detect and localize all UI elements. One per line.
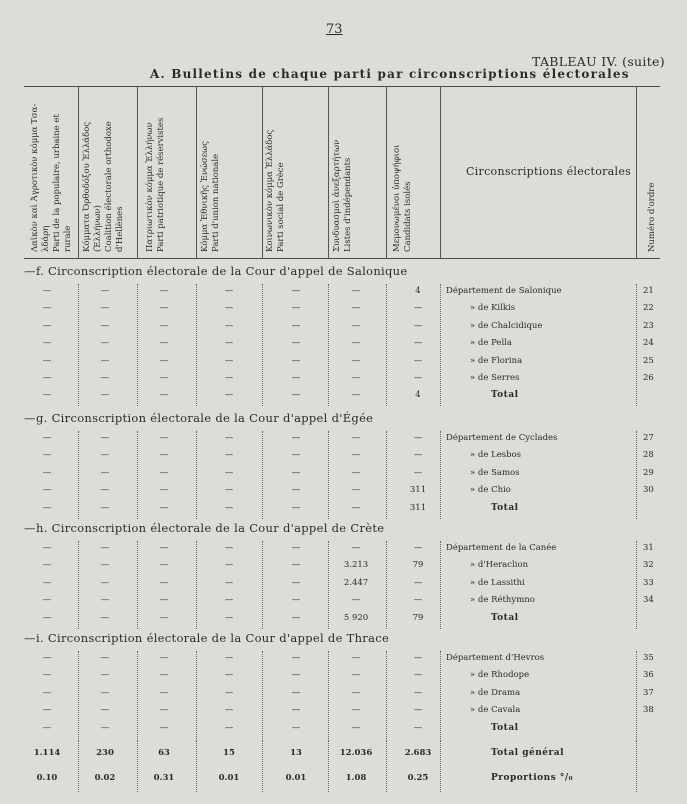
table-cell: —	[224, 670, 234, 681]
table-cell: —	[159, 286, 169, 296]
table-cell: —	[159, 373, 169, 383]
table-cell: —	[42, 286, 52, 296]
table-cell: —	[351, 687, 361, 698]
column-header-5: Συνδυασμοὶ ἀνεξαρτήτων Listes d'indépendants	[332, 139, 353, 252]
table-cell: —	[159, 355, 169, 366]
total-cell: —	[100, 390, 110, 401]
department-name: » de Lesbos	[470, 450, 522, 461]
table-cell: —	[42, 467, 52, 478]
row-number: 32	[643, 560, 654, 571]
total-cell: —	[351, 390, 361, 401]
table-cell: —	[351, 355, 361, 366]
table-cell: —	[100, 670, 110, 681]
proportion-cell: 0.10	[36, 773, 58, 783]
table-title: TABLEAU IV. (suite)	[532, 54, 665, 69]
table-cell: —	[413, 577, 423, 588]
department-name: Département de Salonique	[446, 286, 562, 296]
column-divider	[636, 431, 637, 519]
table-cell: —	[291, 687, 301, 698]
column-header-4: Κοινωνικὸν κόμμα Ἑλλάδος Parti social de Grèce	[265, 129, 286, 252]
row-number: 29	[643, 467, 654, 478]
table-cell: —	[100, 433, 110, 443]
table-cell: 79	[412, 560, 424, 571]
table-cell: —	[224, 687, 234, 698]
table-cell: —	[291, 595, 301, 606]
row-number: 34	[643, 595, 654, 606]
column-header-7: Circonscriptions électorales	[466, 165, 632, 178]
table-cell: —	[159, 687, 169, 698]
table-cell: —	[100, 543, 110, 553]
proportions-label: Proportions °/₀	[491, 773, 574, 783]
table-cell: —	[100, 373, 110, 383]
column-divider	[440, 740, 441, 792]
table-cell: —	[42, 450, 52, 461]
table-cell: —	[159, 560, 169, 571]
table-cell: 3.213	[343, 560, 369, 571]
department-name: Département de la Canée	[446, 543, 557, 553]
column-divider	[386, 740, 387, 792]
table-cell: —	[159, 433, 169, 443]
header-column-divider	[328, 86, 329, 258]
column-header-8: Numéro d'ordre	[647, 182, 657, 252]
header-column-divider	[386, 86, 387, 258]
department-name: Département de Cyclades	[446, 433, 558, 443]
table-cell: —	[291, 450, 301, 461]
grand-total-cell: 15	[223, 748, 235, 758]
table-cell: —	[42, 577, 52, 588]
table-cell: 4	[415, 286, 421, 296]
column-divider	[328, 541, 329, 629]
table-cell: —	[351, 543, 361, 553]
table-cell: —	[100, 687, 110, 698]
row-number: 35	[643, 653, 654, 663]
row-number: 37	[643, 687, 654, 698]
table-cell: —	[351, 653, 361, 663]
row-number: 26	[643, 373, 654, 383]
table-cell: —	[291, 577, 301, 588]
column-divider	[196, 740, 197, 792]
table-cell: —	[100, 286, 110, 296]
total-cell: —	[291, 722, 301, 733]
column-header-0: Λαϊκὸν καὶ Ἀγροτικὸν κόμμα Τσα- λδάρη Parti de la populaire, urbaine et rurale	[30, 103, 73, 252]
column-divider	[78, 431, 79, 519]
proportion-cell: 0.25	[407, 773, 429, 783]
total-cell: —	[224, 612, 234, 623]
table-cell: —	[42, 355, 52, 366]
table-cell: —	[42, 705, 52, 716]
department-name: » de Chio	[470, 485, 511, 496]
page-number: 73	[326, 22, 343, 37]
grand-total-cell: 2.683	[404, 748, 432, 758]
proportion-cell: 0.01	[218, 773, 240, 783]
column-divider	[137, 541, 138, 629]
table-cell: —	[224, 705, 234, 716]
table-cell: —	[291, 338, 301, 349]
total-cell: —	[42, 612, 52, 623]
table-cell: —	[351, 595, 361, 606]
department-name: » de Drama	[470, 687, 521, 698]
table-cell: —	[413, 338, 423, 349]
department-name: Département d'Hevros	[446, 653, 545, 663]
total-cell: —	[42, 502, 52, 513]
table-cell: —	[351, 373, 361, 383]
total-cell: —	[351, 502, 361, 513]
table-cell: —	[42, 303, 52, 314]
table-cell: —	[224, 467, 234, 478]
table-cell: —	[100, 560, 110, 571]
column-divider	[137, 284, 138, 406]
column-divider	[262, 740, 263, 792]
column-divider	[137, 431, 138, 519]
total-cell: —	[159, 502, 169, 513]
total-cell: —	[224, 502, 234, 513]
table-cell: —	[100, 705, 110, 716]
header-top-rule	[24, 86, 660, 87]
grand-total-cell: 63	[158, 748, 170, 758]
table-cell: —	[100, 595, 110, 606]
department-name: » de Samos	[470, 467, 520, 478]
total-cell: 311	[409, 502, 427, 513]
grand-total-cell: 12.036	[339, 748, 373, 758]
table-cell: —	[42, 687, 52, 698]
total-cell: —	[100, 502, 110, 513]
column-divider	[386, 541, 387, 629]
column-divider	[328, 284, 329, 406]
row-number: 30	[643, 485, 654, 496]
total-cell: —	[291, 502, 301, 513]
header-column-divider	[137, 86, 138, 258]
table-cell: —	[100, 653, 110, 663]
row-number: 24	[643, 338, 654, 349]
table-cell: —	[291, 543, 301, 553]
header-column-divider	[440, 86, 441, 258]
table-cell: —	[100, 338, 110, 349]
header-column-divider	[78, 86, 79, 258]
row-number: 36	[643, 670, 654, 681]
section-dash-icon: —	[24, 631, 36, 645]
total-cell: —	[413, 722, 423, 733]
table-cell: —	[159, 485, 169, 496]
column-divider	[78, 541, 79, 629]
table-cell: —	[291, 467, 301, 478]
department-name: » de Florina	[470, 355, 523, 366]
table-cell: —	[42, 595, 52, 606]
column-divider	[636, 651, 637, 739]
column-divider	[440, 541, 441, 629]
table-cell: —	[42, 653, 52, 663]
column-divider	[137, 740, 138, 792]
total-cell: —	[100, 612, 110, 623]
department-name: » de Pella	[470, 338, 512, 349]
column-divider	[440, 431, 441, 519]
proportion-cell: 1.08	[345, 773, 367, 783]
table-cell: —	[224, 485, 234, 496]
total-cell: —	[351, 722, 361, 733]
total-cell: —	[100, 722, 110, 733]
total-cell: —	[291, 612, 301, 623]
department-name: » de Serres	[470, 373, 520, 383]
table-cell: —	[351, 467, 361, 478]
header-bottom-rule	[24, 258, 660, 259]
table-cell: —	[159, 338, 169, 349]
table-cell: —	[351, 670, 361, 681]
total-cell: 4	[415, 390, 421, 401]
column-divider	[78, 740, 79, 792]
column-divider	[636, 541, 637, 629]
section-dash-icon: —	[24, 264, 36, 278]
row-number: 31	[643, 543, 654, 553]
department-name: » de Chalcidique	[470, 320, 543, 331]
column-divider	[196, 541, 197, 629]
column-divider	[262, 651, 263, 739]
column-divider	[262, 431, 263, 519]
column-divider	[262, 541, 263, 629]
column-divider	[328, 651, 329, 739]
table-cell: —	[291, 355, 301, 366]
table-cell: —	[413, 450, 423, 461]
row-number: 28	[643, 450, 654, 461]
table-cell: —	[224, 433, 234, 443]
table-cell: —	[291, 320, 301, 331]
table-cell: —	[351, 303, 361, 314]
table-cell: —	[413, 543, 423, 553]
table-cell: —	[413, 433, 423, 443]
table-cell: —	[100, 320, 110, 331]
table-cell: 2.447	[343, 577, 369, 588]
column-divider	[328, 740, 329, 792]
column-divider	[328, 431, 329, 519]
table-cell: —	[224, 595, 234, 606]
table-cell: —	[351, 705, 361, 716]
table-cell: —	[224, 373, 234, 383]
department-name: » de Réthymno	[470, 595, 535, 606]
row-number: 21	[643, 286, 654, 296]
table-cell: —	[351, 338, 361, 349]
table-cell: —	[224, 355, 234, 366]
column-header-3: Κόμμα Ἐθνικῆς Ἑνώσεως Parti d'union nationale	[200, 141, 221, 252]
total-cell: —	[224, 722, 234, 733]
table-cell: —	[224, 450, 234, 461]
column-divider	[262, 284, 263, 406]
total-cell: 79	[412, 612, 424, 623]
table-cell: —	[42, 433, 52, 443]
table-cell: —	[100, 303, 110, 314]
total-cell: —	[224, 390, 234, 401]
proportion-cell: 0.02	[94, 773, 116, 783]
table-cell: —	[413, 595, 423, 606]
grand-total-cell: 13	[290, 748, 302, 758]
column-divider	[78, 284, 79, 406]
total-cell: —	[159, 390, 169, 401]
department-name: » de Cavala	[470, 705, 521, 716]
column-divider	[440, 284, 441, 406]
table-cell: —	[159, 467, 169, 478]
row-number: 23	[643, 320, 654, 331]
table-cell: —	[159, 577, 169, 588]
section-dash-icon: —	[24, 521, 36, 535]
table-cell: —	[224, 577, 234, 588]
table-cell: —	[291, 485, 301, 496]
table-cell: —	[159, 705, 169, 716]
header-column-divider	[196, 86, 197, 258]
total-cell: 5 920	[343, 612, 369, 623]
proportion-cell: 0.01	[285, 773, 307, 783]
table-cell: —	[351, 450, 361, 461]
total-cell: —	[159, 612, 169, 623]
header-column-divider	[262, 86, 263, 258]
total-cell: —	[42, 390, 52, 401]
column-divider	[386, 284, 387, 406]
table-cell: —	[224, 320, 234, 331]
table-cell: —	[291, 705, 301, 716]
table-cell: —	[42, 373, 52, 383]
total-cell: —	[291, 390, 301, 401]
table-cell: 311	[409, 485, 427, 496]
header-column-divider	[636, 86, 637, 258]
column-divider	[196, 431, 197, 519]
column-header-1: Κόμματα Ὀρθοδόξου Ἑλλάδος (Ἑλλήνων) Coalition électorale orthodoxe d'Hellènes	[82, 121, 125, 252]
table-cell: —	[42, 338, 52, 349]
proportion-cell: 0.31	[153, 773, 175, 783]
table-cell: —	[413, 355, 423, 366]
column-header-6: Μεμονωμένοι ὑποψήφιοι Candidats isolés	[392, 144, 413, 252]
table-cell: —	[291, 653, 301, 663]
column-divider	[196, 284, 197, 406]
table-cell: —	[413, 303, 423, 314]
table-cell: —	[291, 560, 301, 571]
table-cell: —	[224, 560, 234, 571]
table-cell: —	[159, 670, 169, 681]
section-title: i. Circonscription électorale de la Cour d'appel de Thrace	[36, 631, 390, 645]
table-cell: —	[100, 467, 110, 478]
table-cell: —	[351, 286, 361, 296]
department-name: » de Rhodope	[470, 670, 530, 681]
column-divider	[636, 284, 637, 406]
department-name: » de Kilkis	[470, 303, 516, 314]
table-cell: —	[291, 433, 301, 443]
table-cell: —	[100, 485, 110, 496]
table-cell: —	[413, 467, 423, 478]
column-divider	[137, 651, 138, 739]
table-cell: —	[413, 670, 423, 681]
table-cell: —	[224, 286, 234, 296]
table-subtitle: A. Bulletins de chaque parti par circonscriptions électorales	[150, 67, 630, 81]
total-label: Total	[491, 612, 519, 623]
table-cell: —	[413, 320, 423, 331]
grand-total-label: Total général	[491, 748, 564, 758]
column-divider	[386, 431, 387, 519]
table-cell: —	[159, 543, 169, 553]
table-cell: —	[351, 485, 361, 496]
row-number: 22	[643, 303, 654, 314]
column-divider	[386, 651, 387, 739]
department-name: » de Lassithi	[470, 577, 525, 588]
row-number: 27	[643, 433, 654, 443]
table-cell: —	[351, 320, 361, 331]
table-cell: —	[413, 653, 423, 663]
table-cell: —	[159, 320, 169, 331]
table-cell: —	[224, 543, 234, 553]
section-title: f. Circonscription électorale de la Cour d'appel de Salonique	[36, 264, 408, 278]
table-cell: —	[351, 433, 361, 443]
table-cell: —	[413, 705, 423, 716]
column-divider	[196, 651, 197, 739]
column-header-2: Πατριωτικὸν κόμμα Ἑλλήνων Parti patriotique de réservistes	[145, 117, 166, 252]
table-cell: —	[100, 450, 110, 461]
total-label: Total	[491, 722, 519, 733]
table-cell: —	[100, 355, 110, 366]
table-cell: —	[224, 338, 234, 349]
column-divider	[440, 651, 441, 739]
table-cell: —	[224, 653, 234, 663]
department-name: » d'Heraclion	[470, 560, 529, 571]
section-title: h. Circonscription électorale de la Cour d'appel de Crète	[36, 521, 385, 535]
row-number: 33	[643, 577, 654, 588]
total-cell: —	[159, 722, 169, 733]
section-dash-icon: —	[24, 411, 36, 425]
column-divider	[636, 740, 637, 792]
table-cell: —	[291, 670, 301, 681]
column-divider	[78, 651, 79, 739]
table-cell: —	[291, 303, 301, 314]
table-cell: —	[42, 543, 52, 553]
total-cell: —	[42, 722, 52, 733]
row-number: 25	[643, 355, 654, 366]
table-cell: —	[159, 450, 169, 461]
table-cell: —	[413, 687, 423, 698]
table-cell: —	[291, 373, 301, 383]
total-label: Total	[491, 502, 519, 513]
table-cell: —	[159, 653, 169, 663]
row-number: 38	[643, 705, 654, 716]
grand-total-cell: 1.114	[33, 748, 61, 758]
table-cell: —	[42, 485, 52, 496]
table-cell: —	[42, 320, 52, 331]
section-title: g. Circonscription électorale de la Cour d'appel d'Égée	[36, 411, 374, 425]
table-cell: —	[224, 303, 234, 314]
table-cell: —	[159, 595, 169, 606]
table-cell: —	[42, 560, 52, 571]
table-cell: —	[159, 303, 169, 314]
table-cell: —	[100, 577, 110, 588]
table-cell: —	[291, 286, 301, 296]
table-cell: —	[413, 373, 423, 383]
table-cell: —	[42, 670, 52, 681]
total-label: Total	[491, 390, 519, 401]
grand-total-cell: 230	[96, 748, 114, 758]
